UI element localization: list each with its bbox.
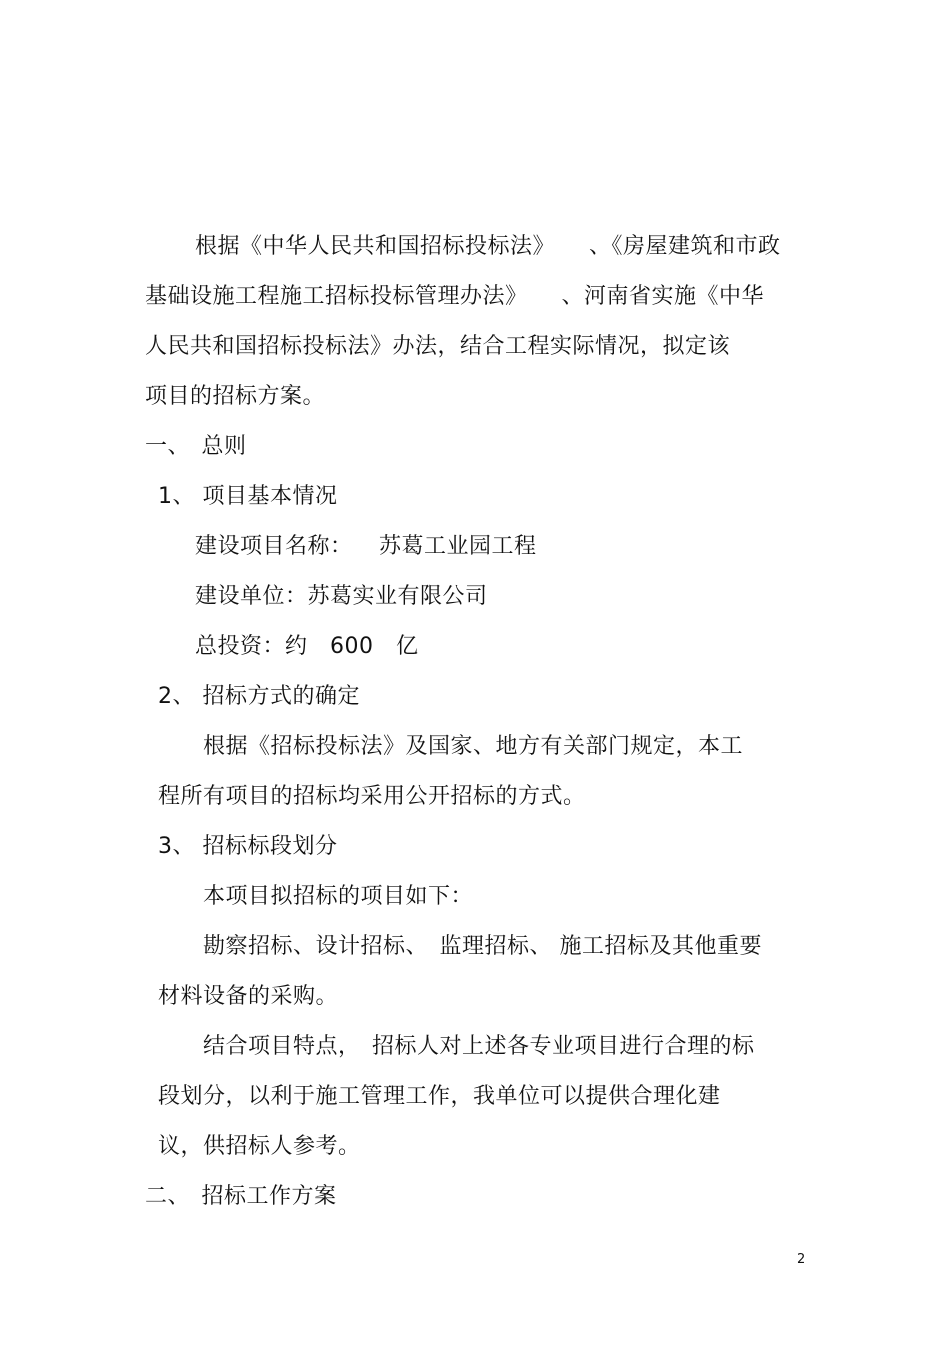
method-line-2: 程所有项目的招标均采用公开招标的方式。 xyxy=(158,784,586,809)
division-line-2: 段划分，以利于施工管理工作，我单位可以提供合理化建 xyxy=(158,1084,721,1109)
items-intro-line: 本项目拟招标的项目如下： xyxy=(203,884,474,909)
page-number: 2 xyxy=(797,1252,806,1267)
division-line-3: 议，供招标人参考。 xyxy=(158,1134,361,1159)
builder-line: 建设单位：苏葛实业有限公司 xyxy=(195,584,488,609)
subsection-3-heading: 3、 招标标段划分 xyxy=(158,834,338,859)
intro-line-2: 基础设施工程施工招标投标管理办法》 、河南省实施《中华 xyxy=(145,284,765,309)
intro-line-1: 根据《中华人民共和国招标投标法》 、《房屋建筑和市政 xyxy=(195,234,781,259)
subsection-2-heading: 2、 招标方式的确定 xyxy=(158,684,360,709)
subsection-1-heading: 1、 项目基本情况 xyxy=(158,484,338,509)
items-line-1: 勘察招标、设计招标、 监理招标、 施工招标及其他重要 xyxy=(203,934,762,959)
investment-line: 总投资：约 600 亿 xyxy=(195,634,419,659)
division-line-1: 结合项目特点， 招标人对上述各专业项目进行合理的标 xyxy=(203,1034,755,1059)
project-name-line: 建设项目名称： 苏葛工业园工程 xyxy=(195,534,537,559)
method-line-1: 根据《招标投标法》及国家、地方有关部门规定，本工 xyxy=(203,734,744,759)
section-2-heading: 二、 招标工作方案 xyxy=(145,1184,337,1209)
intro-line-4: 项目的招标方案。 xyxy=(145,384,326,409)
items-line-2: 材料设备的采购。 xyxy=(158,984,339,1009)
intro-line-3: 人民共和国招标投标法》办法，结合工程实际情况，拟定该 xyxy=(145,334,731,359)
section-1-heading: 一、 总则 xyxy=(145,434,247,459)
